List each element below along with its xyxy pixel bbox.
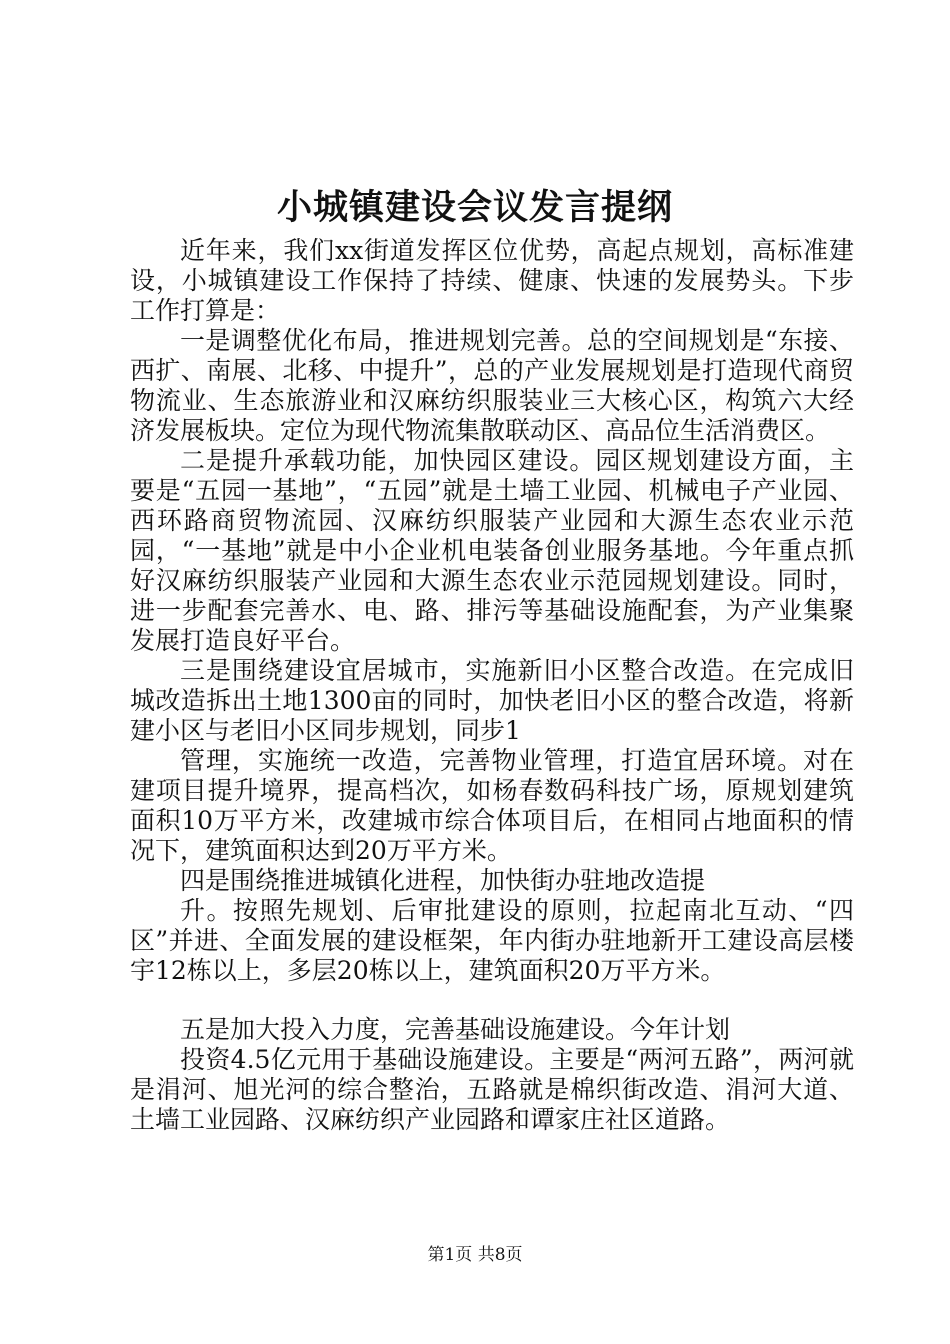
document-title: 小城镇建设会议发言提纲 <box>276 187 673 228</box>
page-number-footer: 第1页 共8页 <box>427 1245 523 1265</box>
paragraph-point-four-continued: 升。按照先规划、后审批建设的原则，拉起南北互动、“四区”并进、全面发展的建设框架，年内街办驻地新开工建设高层楼宇12栋以上，多层20栋以上，建筑面积20万平方米。 <box>130 896 854 985</box>
paragraph-point-five-continued: 投资4.5亿元用于基础设施建设。主要是“两河五路”，两河就是涓河、旭光河的综合整治，五路就是棉织街改造、涓河大道、土墙工业园路、汉麻纺织产业园路和谭家庄社区道路。 <box>130 1045 854 1134</box>
paragraph-point-five: 五是加大投入力度，完善基础设施建设。今年计划 <box>180 1015 731 1044</box>
document-body <box>130 236 854 1135</box>
paragraph-point-three: 三是围绕建设宜居城市，实施新旧小区整合改造。在完成旧城改造拆出土地1300亩的同时，加快老旧小区的整合改造，将新建小区与老旧小区同步规划，同步1 <box>130 656 854 745</box>
paragraph-point-two: 二是提升承载功能，加快园区建设。园区规划建设方面，主要是“五园一基地”，“五园”就是土墙工业园、机械电子产业园、西环路商贸物流园、汉麻纺织服装产业园和大源生态农业示范园，“一基地”就是中小企业机电装备创业服务基地。今年重点抓好汉麻纺织服装产业园和大源生态农业示范园规划建设。同时，进一步配套完善水、电、路、排污等基础设施配套，为产业集聚发展打造良好平台。 <box>130 446 854 655</box>
paragraph-point-three-continued: 管理，实施统一改造，完善物业管理，打造宜居环境。对在建项目提升境界，提高档次，如杨春数码科技广场，原规划建筑面积10万平方米，改建城市综合体项目后，在相同占地面积的情况下，建筑面积达到20万平方米。 <box>130 746 854 865</box>
paragraph-point-one: 一是调整优化布局，推进规划完善。总的空间规划是“东接、西扩、南展、北移、中提升”，总的产业发展规划是打造现代商贸物流业、生态旅游业和汉麻纺织服装业三大核心区，构筑六大经济发展板块。定位为现代物流集散联动区、高品位生活消费区。 <box>130 326 854 445</box>
paragraph-intro: 近年来，我们xx街道发挥区位优势，高起点规划，高标准建设，小城镇建设工作保持了持续、健康、快速的发展势头。下步工作打算是： <box>130 236 854 325</box>
paragraph-point-four: 四是围绕推进城镇化进程，加快街办驻地改造提 <box>180 866 706 895</box>
